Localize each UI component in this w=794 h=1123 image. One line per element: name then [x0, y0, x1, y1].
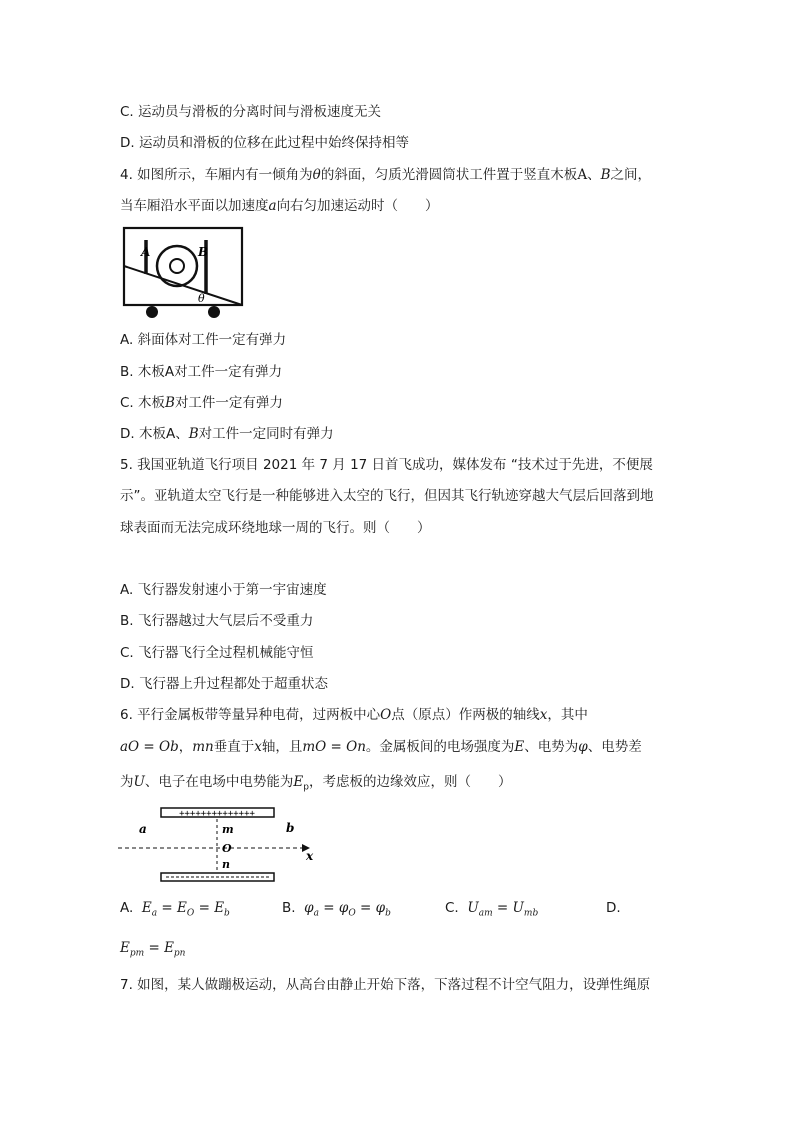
label-theta: θ: [198, 292, 205, 305]
q6-option-a: A. $E_a = E_O = E_b$: [120, 900, 230, 919]
q4-stem-line2: 当车厢沿水平面以加速度a向右匀加速运动时（ ）: [120, 198, 439, 214]
q4-stem-line1: 4. 如图所示，车厢内有一倾角为θ的斜面，匀质光滑圆筒状工件置于竖直木板A、B之间，: [120, 167, 651, 183]
q6-option-b: B. $\varphi_a = \varphi_O = \varphi_b$: [282, 900, 391, 919]
q4-option-b: B. 木板A对工件一定有弹力: [120, 364, 283, 380]
parallel-plates-figure: [116, 805, 326, 890]
label-b: b: [286, 821, 295, 835]
label-A: A: [141, 245, 151, 259]
q4-option-a: A. 斜面体对工件一定有弹力: [120, 332, 287, 348]
q6-option-c: C. $U_{am} = U_{mb}$: [445, 900, 539, 919]
q4-option-c: C. 木板B对工件一定有弹力: [120, 395, 283, 411]
q5-stem-line3: 球表面而无法完成环绕地球一周的飞行。则（ ）: [120, 520, 431, 536]
q5-option-b: B. 飞行器越过大气层后不受重力: [120, 613, 314, 629]
carriage-incline-figure: [118, 224, 248, 322]
q3-option-c: C. 运动员与滑板的分离时间与滑板速度无关: [120, 104, 382, 120]
q5-stem-line2: 示”。亚轨道太空飞行是一种能够进入太空的飞行，但因其飞行轨迹穿越大气层后回落到地: [120, 488, 654, 504]
wheel-right: [208, 306, 220, 318]
q6-stem-line2: aO = Ob，mn垂直于x轴，且mO = On。金属板间的电场强度为E、电势为φ、电势差: [120, 739, 642, 755]
q3-option-d: D. 运动员和滑板的位移在此过程中始终保持相等: [120, 135, 409, 151]
wheel-left: [146, 306, 158, 318]
q6-option-d-label: D.: [606, 900, 621, 916]
plus-signs: ++++++++++++++: [179, 809, 255, 819]
q4-option-d: D. 木板A、B对工件一定同时有弹力: [120, 426, 334, 442]
label-m: m: [222, 823, 234, 836]
q5-option-a: A. 飞行器发射速小于第一宇宙速度: [120, 582, 327, 598]
label-n: n: [222, 858, 230, 871]
q6-stem-line3: 为U、电子在电场中电势能为$E_p$，考虑板的边缘效应，则（ ）: [120, 774, 512, 793]
q5-stem-line1: 5. 我国亚轨道飞行项目 2021 年 7 月 17 日首飞成功，媒体发布 “技术过于先进，不便展: [120, 457, 653, 473]
label-a: a: [139, 822, 147, 836]
q6-option-d: $E_{pm} = E_{pn}$: [120, 940, 186, 959]
q7-stem-line1: 7. 如图，某人做蹦极运动，从高台由静止开始下落，下落过程不计空气阻力，设弹性绳原: [120, 977, 651, 993]
label-B: B: [198, 245, 209, 259]
label-O: O: [222, 842, 232, 855]
label-x: x: [306, 849, 314, 863]
q5-option-d: D. 飞行器上升过程都处于超重状态: [120, 676, 328, 692]
q5-option-c: C. 飞行器飞行全过程机械能守恒: [120, 645, 314, 661]
q6-stem-line1: 6. 平行金属板带等量异种电荷，过两板中心O点（原点）作两极的轴线x，其中: [120, 707, 588, 723]
